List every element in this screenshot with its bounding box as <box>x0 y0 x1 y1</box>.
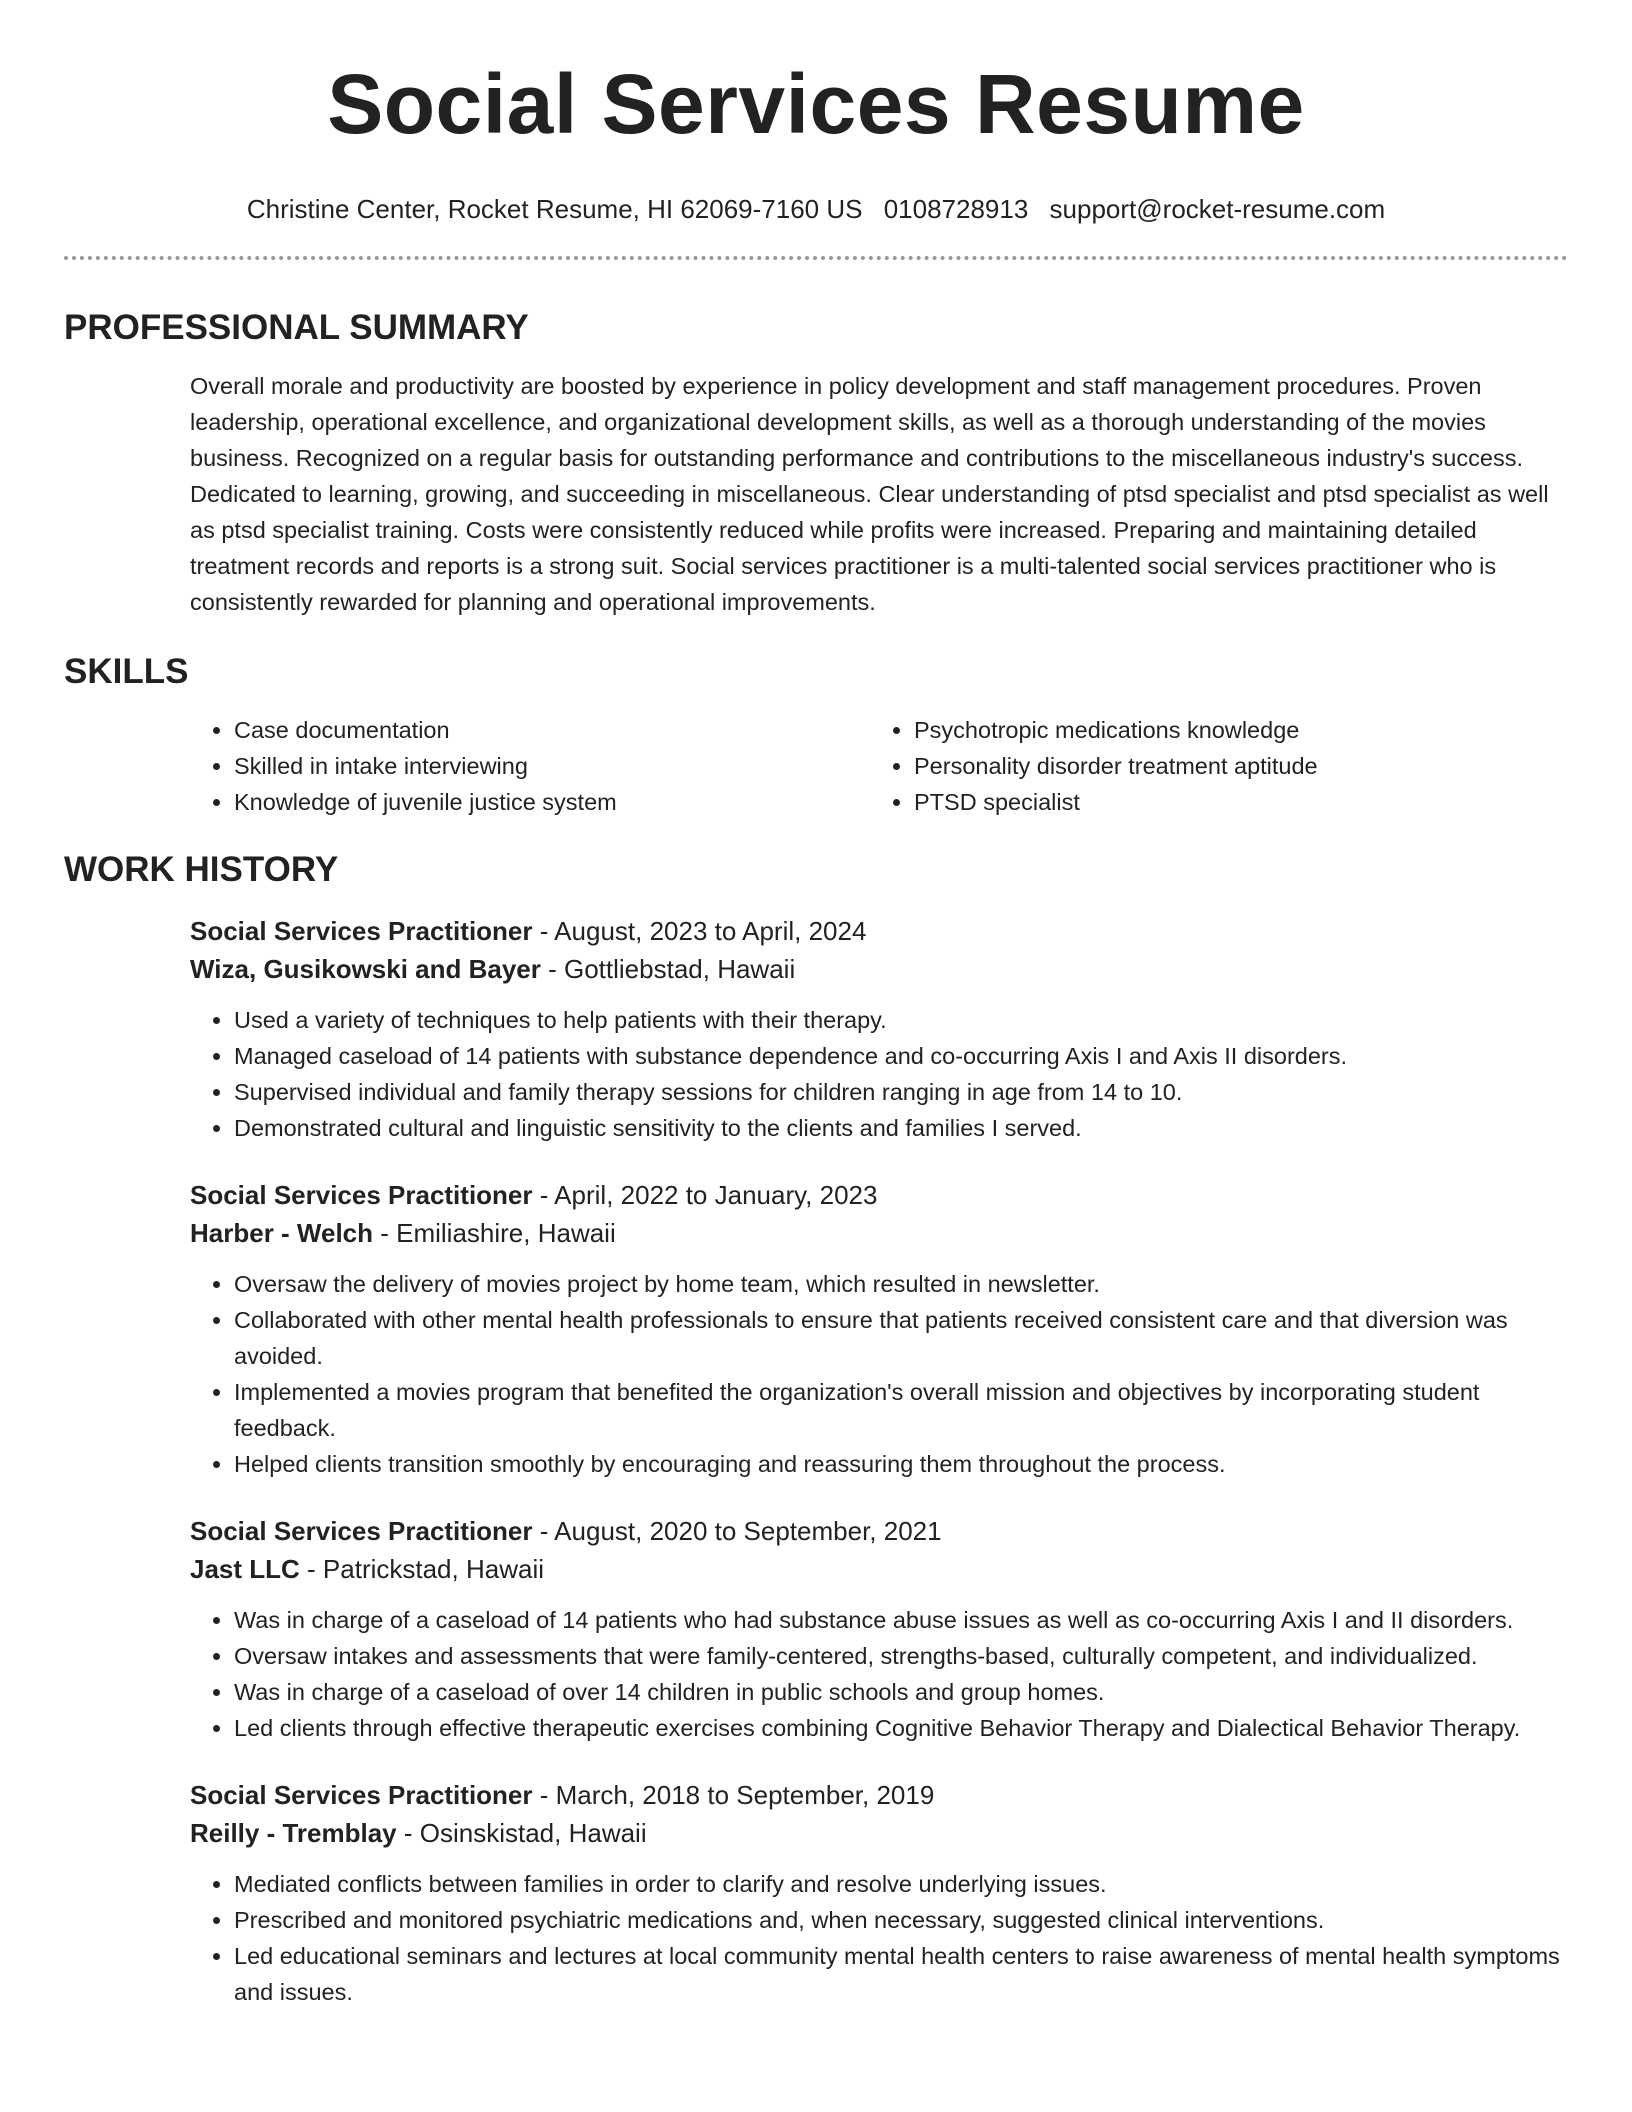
job-bullet: • Was in charge of a caseload of 14 patients who had substance abuse issues as well as co-occurring Axis I and II disorders. <box>234 1602 1568 1638</box>
skills-column-left <box>190 712 870 820</box>
skills-list-left <box>190 712 870 820</box>
skills-column-right <box>870 712 1550 820</box>
job-bullets <box>190 1266 1568 1482</box>
job-bullets <box>190 1002 1568 1146</box>
job-title-line <box>190 1176 1568 1214</box>
section-title-skills: SKILLS <box>64 652 189 691</box>
job-location: - Gottliebstad, Hawaii <box>540 954 796 984</box>
contact-email: support@rocket-resume.com <box>1049 194 1386 224</box>
job-title: Social Services Practitioner <box>190 1516 533 1546</box>
skill-item: • Psychotropic medications knowledge <box>914 712 1550 748</box>
skill-item: • Skilled in intake interviewing <box>234 748 870 784</box>
header-divider <box>64 256 1568 260</box>
job-bullet: • Supervised individual and family therapy sessions for children ranging in age from 14 to 10. <box>234 1074 1568 1110</box>
job-bullet: • Oversaw intakes and assessments that were family-centered, strengths-based, culturally competent, and individualized. <box>234 1638 1568 1674</box>
job-company: Harber - Welch <box>190 1218 374 1248</box>
job-company: Wiza, Gusikowski and Bayer <box>190 954 541 984</box>
job-bullet: • Helped clients transition smoothly by encouraging and reassuring them throughout the process. <box>234 1446 1568 1482</box>
section-title-work-history: WORK HISTORY <box>64 850 339 889</box>
job-bullet: • Led clients through effective therapeutic exercises combining Cognitive Behavior Therapy and Dialectical Behavior Therapy. <box>234 1710 1568 1746</box>
job-bullets <box>190 1866 1568 2010</box>
job-bullet: • Led educational seminars and lectures at local community mental health centers to raise awareness of mental health symptoms and issues. <box>234 1938 1568 2010</box>
work-history-section <box>64 848 1568 2010</box>
job-title: Social Services Practitioner <box>190 1780 533 1810</box>
job-company: Reilly - Tremblay <box>190 1818 397 1848</box>
job-dates: - August, 2020 to September, 2021 <box>532 1516 942 1546</box>
job-dates: - April, 2022 to January, 2023 <box>532 1180 878 1210</box>
job-title: Social Services Practitioner <box>190 1180 533 1210</box>
job-bullet: • Oversaw the delivery of movies project by home team, which resulted in newsletter. <box>234 1266 1568 1302</box>
job-entry <box>190 1512 1568 1746</box>
job-company-line <box>190 1214 1568 1252</box>
job-bullet: • Used a variety of techniques to help patients with their therapy. <box>234 1002 1568 1038</box>
job-dates: - August, 2023 to April, 2024 <box>532 916 867 946</box>
skill-item: • Case documentation <box>234 712 870 748</box>
job-bullet: • Demonstrated cultural and linguistic sensitivity to the clients and families I served. <box>234 1110 1568 1146</box>
job-company-line <box>190 950 1568 988</box>
contact-address: Christine Center, Rocket Resume, HI 62069-7160 US <box>246 194 863 224</box>
job-title: Social Services Practitioner <box>190 916 533 946</box>
job-title-line <box>190 912 1568 950</box>
contact-phone: 0108728913 <box>883 194 1029 224</box>
skill-item: • Knowledge of juvenile justice system <box>234 784 870 820</box>
skill-item: • PTSD specialist <box>914 784 1550 820</box>
job-entry <box>190 1176 1568 1482</box>
skills-grid <box>190 712 1568 820</box>
professional-summary-section <box>64 306 1568 620</box>
job-entry <box>190 912 1568 1146</box>
job-entry <box>190 1776 1568 2010</box>
job-location: - Emiliashire, Hawaii <box>373 1218 616 1248</box>
job-bullet: • Mediated conflicts between families in order to clarify and resolve underlying issues. <box>234 1866 1568 1902</box>
resume-title: Social Services Resume <box>327 57 1305 151</box>
job-company: Jast LLC <box>190 1554 300 1584</box>
job-location: - Osinskistad, Hawaii <box>396 1818 647 1848</box>
skill-item: • Personality disorder treatment aptitude <box>914 748 1550 784</box>
job-bullet: • Managed caseload of 14 patients with substance dependence and co-occurring Axis I and Axis II disorders. <box>234 1038 1568 1074</box>
job-location: - Patrickstad, Hawaii <box>299 1554 544 1584</box>
job-bullets <box>190 1602 1568 1746</box>
job-company-line <box>190 1550 1568 1588</box>
job-bullet: • Collaborated with other mental health professionals to ensure that patients received consistent care and that diversion was avoided. <box>234 1302 1568 1374</box>
job-company-line <box>190 1814 1568 1852</box>
job-title-line <box>190 1776 1568 1814</box>
job-dates: - March, 2018 to September, 2019 <box>532 1780 935 1810</box>
job-bullet: • Was in charge of a caseload of over 14 children in public schools and group homes. <box>234 1674 1568 1710</box>
skills-list-right <box>870 712 1550 820</box>
job-bullet: • Prescribed and monitored psychiatric medications and, when necessary, suggested clinical interventions. <box>234 1902 1568 1938</box>
job-title-line <box>190 1512 1568 1550</box>
section-title-summary: PROFESSIONAL SUMMARY <box>64 308 529 347</box>
job-bullet: • Implemented a movies program that benefited the organization's overall mission and objectives by incorporating student feedback. <box>234 1374 1568 1446</box>
skills-section <box>64 650 1568 820</box>
contact-line <box>64 192 1568 226</box>
summary-text: Overall morale and productivity are boosted by experience in policy development and staff management procedures. Proven leadership, operational excellence, and organizational development skills, as well as a thorough understanding of the movies business. Recognized on a regular basis for outstanding performance and contributions to the miscellaneous industry's success. Dedicated to learning, growing, and succeeding in miscellaneous. Clear understanding of ptsd specialist and ptsd specialist as well as ptsd specialist training. Costs were consistently reduced while profits were increased. Preparing and maintaining detailed treatment records and reports is a strong suit. Social services practitioner is a multi-talented social services practitioner who is consistently rewarded for planning and operational improvements. <box>190 373 1549 615</box>
